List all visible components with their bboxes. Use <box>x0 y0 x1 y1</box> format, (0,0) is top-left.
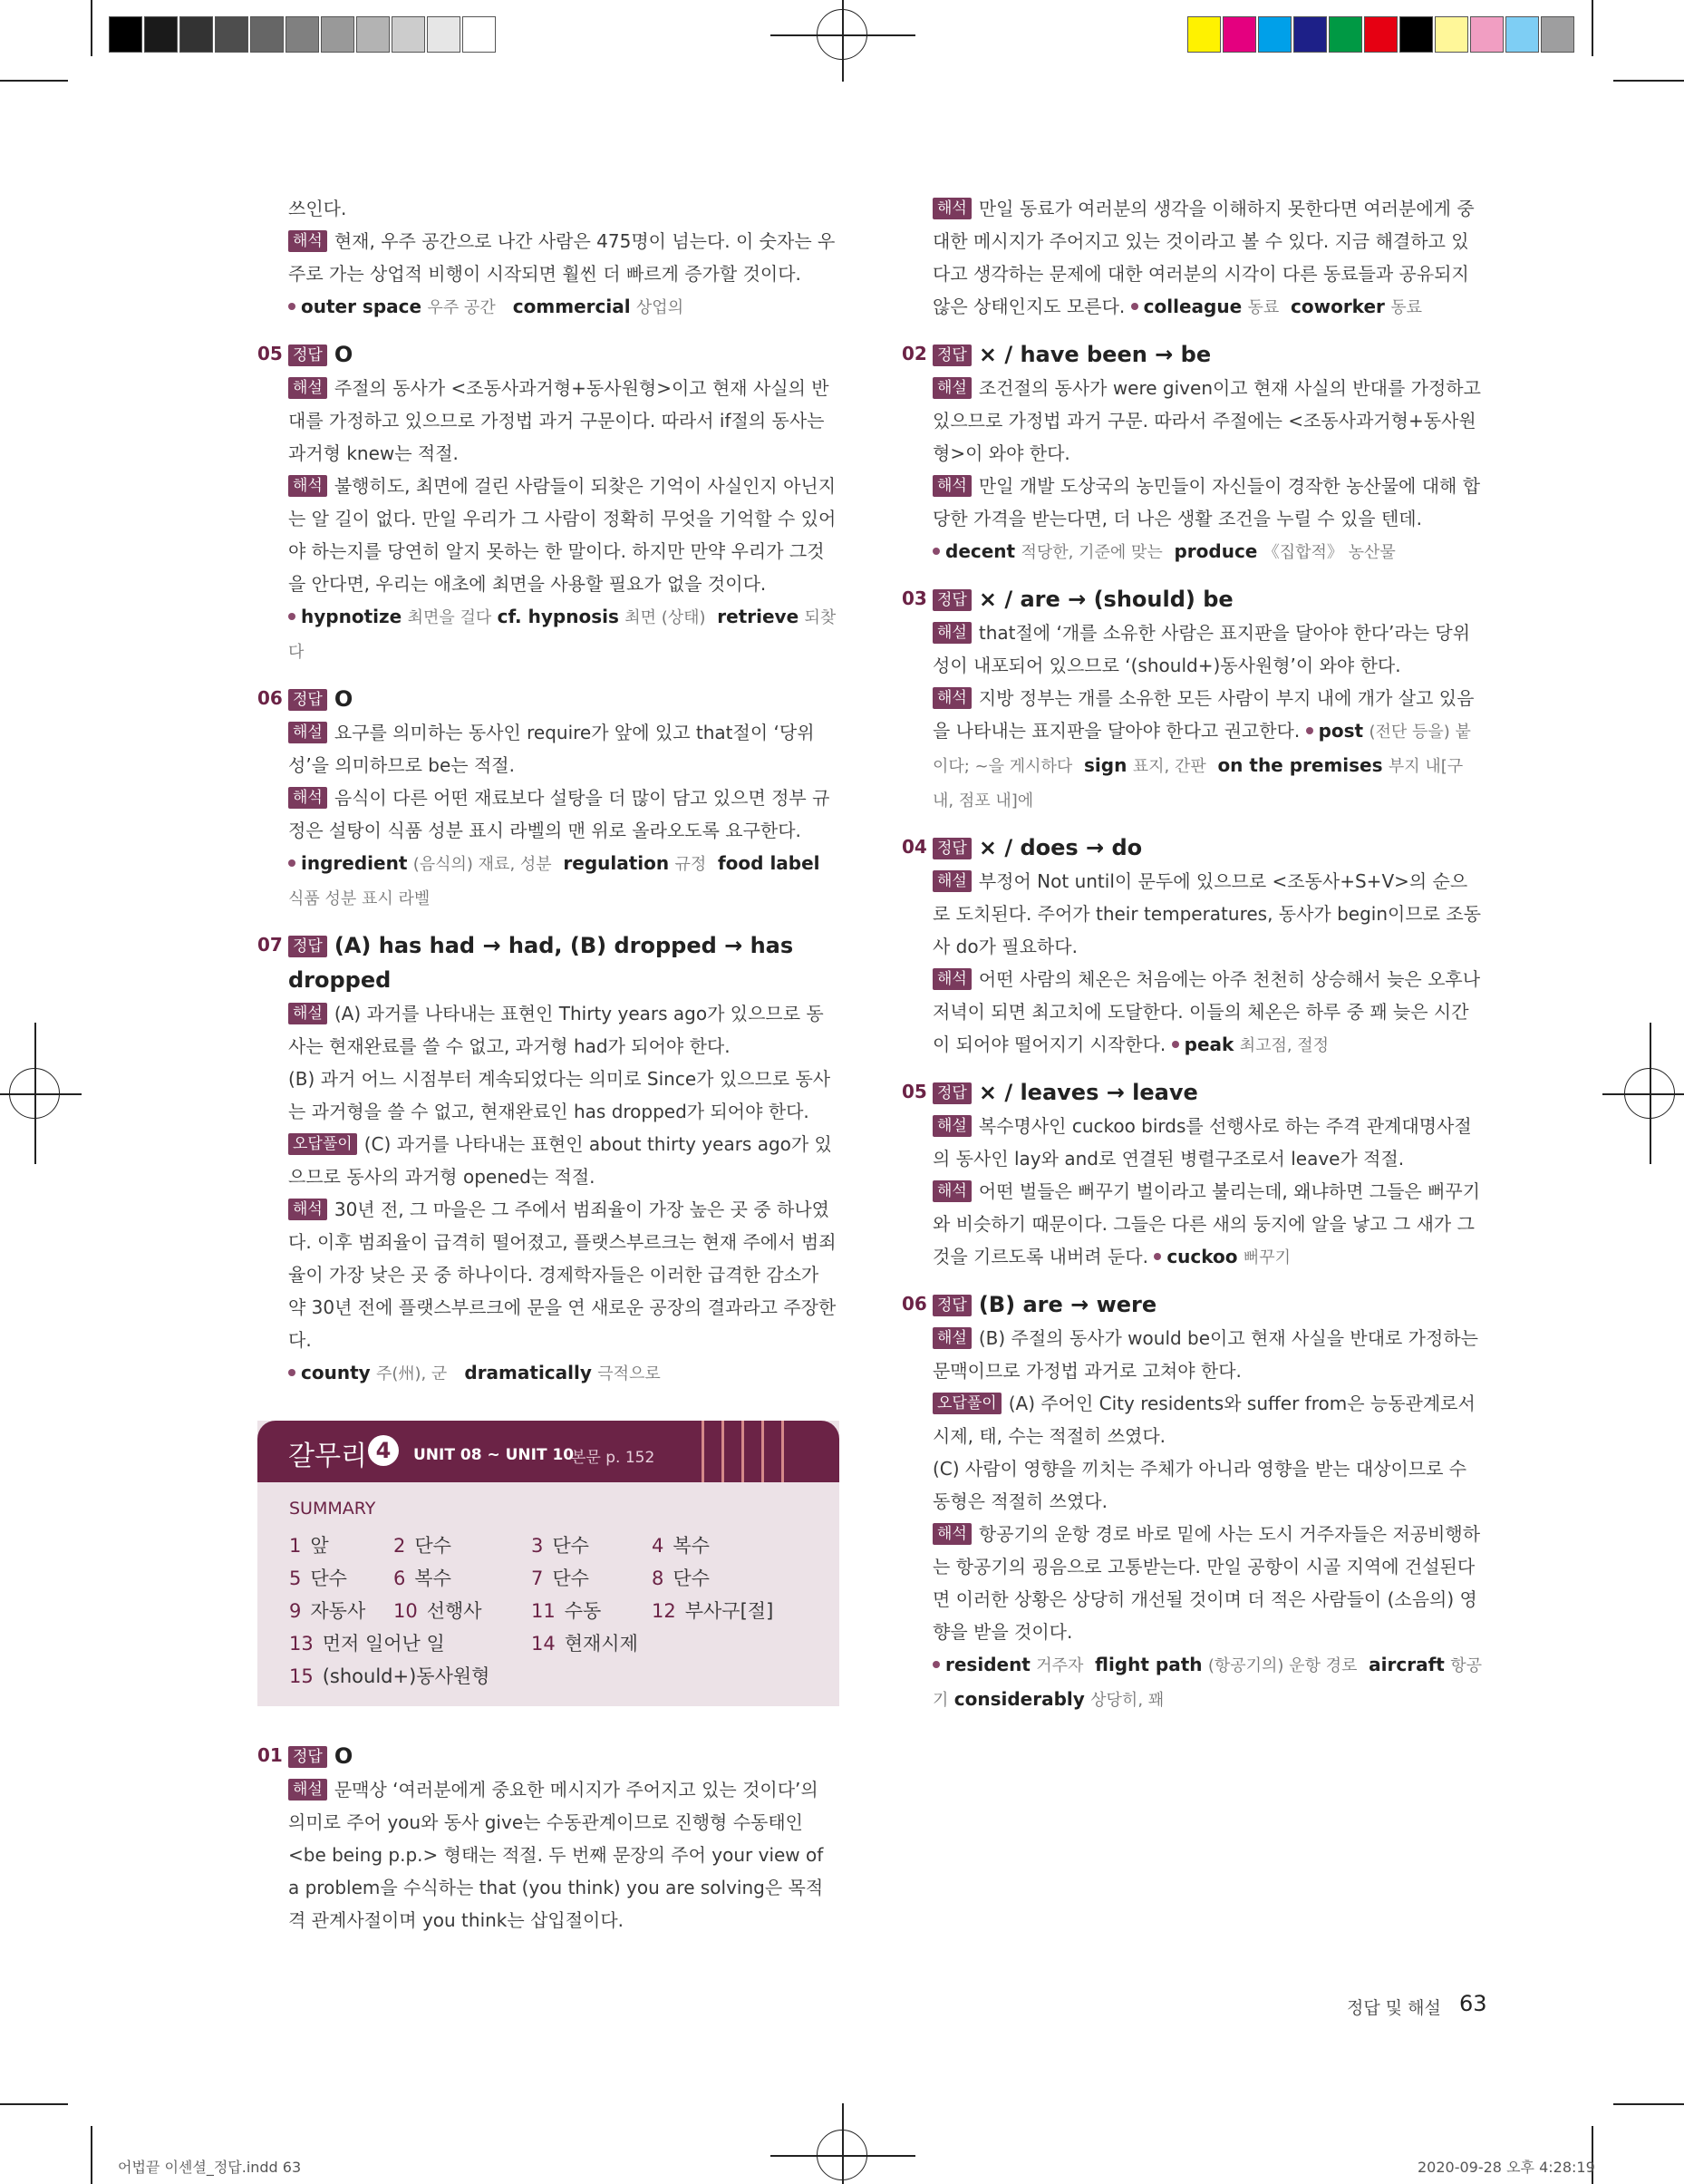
summary-item: 9 자동사 <box>289 1600 366 1622</box>
question-number: 02 <box>902 343 927 364</box>
color-swatch <box>1470 16 1504 53</box>
footer-timestamp: 2020-09-28 오후 4:28:19 <box>1418 2159 1595 2176</box>
question-number: 04 <box>902 836 927 858</box>
translation: 해석 지방 정부는 개를 소유한 모든 사람이 부지 내에 개가 살고 있음을 나타내는 표지판을 달아야 한다고 권고한다. post (전단 등을) 붙이다; ~을 게시하다 sign 표지, 간판 on the premises 부지 내[구내, 점포 내]에 <box>933 687 1475 811</box>
color-swatch <box>1435 16 1468 53</box>
gray-swatch <box>286 16 319 53</box>
gray-swatch <box>144 16 178 53</box>
gray-swatch <box>427 16 460 53</box>
explanation: 해설 복수명사인 cuckoo birds를 선행사로 하는 주격 관계대명사절의 동사인 lay와 and로 연결된 병렬구조로서 leave가 적절. <box>933 1115 1472 1170</box>
summary-item: 5 단수 <box>289 1568 347 1589</box>
question-03 <box>902 582 1484 818</box>
question-number: 03 <box>902 587 927 609</box>
crop-mark <box>1613 80 1684 82</box>
answer-line: 정답 (B) are → were <box>902 1287 1484 1322</box>
summary-item: 13 먼저 일어난 일 <box>289 1633 445 1655</box>
footer-section-label: 정답 및 해설 <box>1347 1998 1441 2018</box>
color-swatch <box>1258 16 1292 53</box>
explanation: 해설 주절의 동사가 <조동사과거형+동사원형>이고 현재 사실의 반대를 가정하고 있으므로 가정법 과거 구문이다. 따라서 if절의 동사는 과거형 knew는 적절. <box>288 377 829 464</box>
gray-swatch <box>321 16 354 53</box>
answer-line: 정답 × / does → do <box>902 830 1484 865</box>
decorative-stripe <box>721 1421 724 1482</box>
crop-mark <box>91 0 92 56</box>
left-column-bottom <box>257 1739 839 1936</box>
intro-translation: 해석 만일 동료가 여러분의 생각을 이해하지 못한다면 여러분에게 중대한 메시지가 주어지고 있는 것이라고 볼 수 있다. 지금 해결하고 있다고 생각하는 문제에 대한 여러분의 시각이 다른 동료들과 공유되지 않은 상태인지도 모른다. colleague 동료 coworker 동료 <box>933 198 1475 317</box>
wrong-answer-note: 오답풀이 (A) 주어인 City residents와 suffer from은 능동관계로서 시제, 태, 수는 적절히 쓰였다. <box>933 1393 1476 1447</box>
wrong-answer-note-c: (C) 사람이 영향을 끼치는 주체가 아니라 영향을 받는 대상이므로 수동형은 적절히 쓰였다. <box>933 1458 1467 1512</box>
explanation-b: (B) 과거 어느 시점부터 계속되었다는 의미로 Since가 있으므로 동사는 과거형을 쓸 수 없고, 현재완료인 has dropped가 되어야 한다. <box>288 1068 831 1122</box>
vocab-list: decent 적당한, 기준에 맞는 produce 《집합적》 농산물 <box>902 535 1484 569</box>
summary-item: 1 앞 <box>289 1535 329 1557</box>
question-06 <box>257 682 839 916</box>
translation: 해석 어떤 사람의 체온은 처음에는 아주 천천히 상승해서 늦은 오후나 저녁이 되면 최고치에 도달한다. 이들의 체온은 하루 중 꽤 늦은 시간이 되어야 떨어지기 시작한다. peak 최고점, 절정 <box>933 968 1481 1055</box>
vocab-list: county 주(州), 군 dramatically 극적으로 <box>257 1356 839 1391</box>
explanation: 해설 that절에 ‘개를 소유한 사람은 표지판을 달아야 한다’라는 당위성이 내포되어 있으므로 ‘(should+)동사원형’이 와야 한다. <box>933 622 1471 676</box>
right-column <box>902 192 1484 1717</box>
answer-line: 정답 × / leaves → leave <box>902 1075 1484 1110</box>
vocab-list: ingredient (음식의) 재료, 성분 regulation 규정 food label 식품 성분 표시 라벨 <box>288 852 820 908</box>
question-07 <box>257 928 839 1391</box>
summary-unit: UNIT 08 ~ UNIT 10 <box>413 1446 575 1464</box>
summary-item: 7 단수 <box>531 1568 589 1589</box>
question-02 <box>902 337 1484 569</box>
intro-line: 쓰인다. <box>288 198 347 219</box>
gray-swatch <box>179 16 213 53</box>
color-swatch <box>1364 16 1398 53</box>
summary-number-badge: 4 <box>368 1435 399 1466</box>
summary-item: 6 복수 <box>393 1568 451 1589</box>
translation: 해석 30년 전, 그 마을은 그 주에서 범죄율이 가장 높은 곳 중 하나였다. 이후 범죄율이 급격히 떨어졌고, 플랫스부르크는 현재 주에서 범죄율이 가장 낮은 곳 중 하나이다. 경제학자들은 이러한 급격한 감소가 약 30년 전에 플랫스부르크에 문을 연 새로운 공장의 결과라고 주장한다. <box>288 1199 837 1351</box>
crop-mark <box>1613 2103 1684 2105</box>
gray-swatch <box>356 16 390 53</box>
gray-swatch <box>392 16 425 53</box>
translation: 해석 불행히도, 최면에 걸린 사람들이 되찾은 기억이 사실인지 아닌지는 알 길이 없다. 만일 우리가 그 사람이 정확히 무엇을 기억할 수 있어야 하는지를 당연히 알지 못하는 한 말이다. 하지만 만약 우리가 그것을 안다면, 우리는 애초에 최면을 사용할 필요가 없을 것이다. <box>288 475 837 595</box>
summary-header <box>257 1421 839 1482</box>
summary-item: 2 단수 <box>393 1535 451 1557</box>
explanation: 해설 (B) 주절의 동사가 would be이고 현재 사실을 반대로 가정하는 문맥이므로 가정법 과거로 고쳐야 한다. <box>933 1327 1478 1382</box>
crop-mark <box>0 2103 68 2105</box>
intro-vocab: outer space 우주 공간 commercial 상업의 <box>257 290 839 325</box>
question-number: 07 <box>257 934 283 956</box>
question-number: 01 <box>257 1744 283 1766</box>
question-number: 05 <box>902 1081 927 1102</box>
vocab-list: resident 거주자 flight path (항공기의) 운항 경로 aircraft 항공기 considerably 상당히, 꽤 <box>933 1654 1483 1710</box>
decorative-stripe <box>761 1421 764 1482</box>
summary-title: 갈무리 <box>288 1441 367 1472</box>
summary-page-ref: 본문 p. 152 <box>571 1449 655 1467</box>
answer-line: 정답 × / are → (should) be <box>902 582 1484 616</box>
explanation: 해설 (A) 과거를 나타내는 표현인 Thirty years ago가 있으므로 동사는 현재완료를 쓸 수 없고, 과거형 had가 되어야 한다. <box>288 1003 824 1057</box>
intro-translation: 해석 현재, 우주 공간으로 나간 사람은 475명이 넘는다. 이 숫자는 우주로 가는 상업적 비행이 시작되면 훨씬 더 빠르게 증가할 것이다. <box>288 230 836 285</box>
translation: 해석 어떤 벌들은 뻐꾸기 벌이라고 불리는데, 왜냐하면 그들은 뻐꾸기와 비슷하기 때문이다. 그들은 다른 새의 둥지에 알을 낳고 그 새가 그것을 기르도록 내버려 둔다. cuckoo 뻐꾸기 <box>933 1180 1481 1267</box>
explanation: 해설 문맥상 ‘여러분에게 중요한 메시지가 주어지고 있는 것이다’의 의미로 주어 you와 동사 give는 수동관계이므로 진행형 수동태인 <be being p.p.> 형태는 적절. 두 번째 문장의 주어 your view of a problem을 수식하는 that (you think) you are solving은 목적격 관계사절이며 you think는 삽입절이다. <box>288 1779 824 1931</box>
footer-file-name: 어법끝 이센셜_정답.indd 63 <box>118 2159 302 2176</box>
summary-item: 12 부사구[절] <box>652 1600 774 1622</box>
decorative-stripe <box>741 1421 744 1482</box>
gray-swatch <box>215 16 248 53</box>
summary-item: 15 (should+)동사원형 <box>289 1665 490 1687</box>
question-number: 06 <box>902 1293 927 1315</box>
page-number: 63 <box>1459 1991 1487 2016</box>
summary-item: 14 현재시제 <box>531 1633 638 1655</box>
question-06 <box>902 1287 1484 1717</box>
answer-line: 정답 (A) has had → had, (B) dropped → has dropped <box>288 933 794 993</box>
question-number: 05 <box>257 343 283 364</box>
left-column <box>257 192 839 1391</box>
explanation: 해설 조건절의 동사가 were given이고 현재 사실의 반대를 가정하고 있으므로 가정법 과거 구문. 따라서 주절에는 <조동사과거형+동사원형>이 와야 한다. <box>933 377 1481 464</box>
summary-item: 3 단수 <box>531 1535 589 1557</box>
question-01 <box>257 1739 839 1936</box>
answer-line: 정답 × / have been → be <box>902 337 1484 372</box>
crop-mark <box>0 80 68 82</box>
translation: 해석 만일 개발 도상국의 농민들이 자신들이 경작한 농산물에 대해 합당한 가격을 받는다면, 더 나은 생활 조건을 누릴 수 있을 텐데. <box>933 475 1481 529</box>
crop-mark <box>1592 0 1593 56</box>
color-swatch <box>1223 16 1256 53</box>
gray-swatch <box>462 16 496 53</box>
color-swatch <box>1505 16 1539 53</box>
question-number: 06 <box>257 687 283 709</box>
wrong-answer-note: 오답풀이 (C) 과거를 나타내는 표현인 about thirty years ago가 있으므로 동사의 과거형 opened는 적절. <box>288 1133 832 1188</box>
question-05 <box>902 1075 1484 1275</box>
summary-item: 11 수동 <box>531 1600 602 1622</box>
decorative-stripe <box>702 1421 704 1482</box>
explanation: 해설 부정어 Not until이 문두에 있으므로 <조동사+S+V>의 순으로 도치된다. 주어가 their temperatures, 동사가 begin이므로 조동사 do가 필요하다. <box>933 870 1481 957</box>
answer-line: 정답 O <box>257 1739 839 1773</box>
summary-item: 4 복수 <box>652 1535 710 1557</box>
color-swatch <box>1329 16 1362 53</box>
gray-swatch <box>109 16 142 53</box>
color-swatch <box>1293 16 1327 53</box>
gray-swatch <box>250 16 284 53</box>
answer-line: 정답 O <box>257 682 839 716</box>
summary-item: 8 단수 <box>652 1568 710 1589</box>
translation: 해석 음식이 다른 어떤 재료보다 설탕을 더 많이 담고 있으면 정부 규정은 설탕이 식품 성분 표시 라벨의 맨 위로 올라오도록 요구한다. <box>288 787 830 841</box>
question-04 <box>902 830 1484 1063</box>
summary-label: SUMMARY <box>289 1499 376 1519</box>
explanation: 해설 요구를 의미하는 동사인 require가 앞에 있고 that절이 ‘당위성’을 의미하므로 be는 적절. <box>288 722 815 776</box>
color-swatch <box>1541 16 1574 53</box>
color-swatch <box>1399 16 1433 53</box>
summary-box <box>257 1421 839 1706</box>
color-swatch <box>1187 16 1221 53</box>
translation: 해석 항공기의 운항 경로 바로 밑에 사는 도시 거주자들은 저공비행하는 항공기의 굉음으로 고통받는다. 만일 공항이 시골 지역에 건설된다면 이러한 상황은 상당히 개선될 것이며 더 적은 사람들이 (소음의) 영향을 받을 것이다. <box>933 1523 1481 1643</box>
decorative-stripe <box>781 1421 784 1482</box>
question-05 <box>257 337 839 669</box>
vocab-list: hypnotize 최면을 걸다 cf. hypnosis 최면 (상태) retrieve 되찾다 <box>288 606 837 662</box>
crop-mark <box>91 2126 92 2184</box>
summary-item: 10 선행사 <box>393 1600 482 1622</box>
answer-line: 정답 O <box>257 337 839 372</box>
